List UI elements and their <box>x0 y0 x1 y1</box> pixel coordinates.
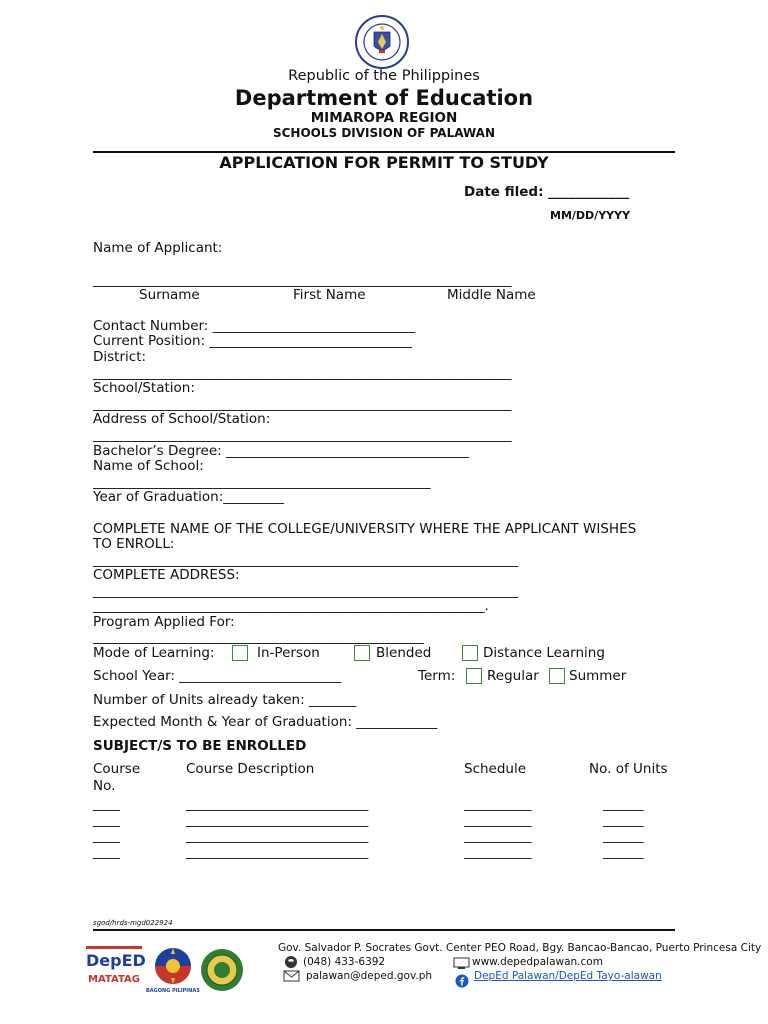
current-position-field[interactable]: Current Position: ______________________________ <box>93 333 412 349</box>
in-person-label: In-Person <box>257 645 320 661</box>
course-description-input[interactable]: ___________________________ <box>186 844 369 860</box>
col-course-header: Course <box>93 761 141 777</box>
expected-graduation-field[interactable]: Expected Month & Year of Graduation: ____________ <box>93 714 438 730</box>
schedule-input[interactable]: __________ <box>464 812 532 828</box>
school-year-field[interactable]: School Year: ________________________ <box>93 668 342 684</box>
college-question-line2: TO ENROLL: <box>93 536 175 552</box>
course-no-input[interactable]: ____ <box>93 796 120 812</box>
date-filed-field[interactable]: Date filed: ____________ <box>464 184 630 200</box>
year-graduation-field[interactable]: Year of Graduation:_________ <box>93 489 285 505</box>
address-station-label: Address of School/Station: <box>93 411 271 427</box>
college-question-line1: COMPLETE NAME OF THE COLLEGE/UNIVERSITY WHERE THE APPLICANT WISHES <box>93 521 637 537</box>
regular-term-checkbox[interactable] <box>466 668 482 684</box>
first-name-caption: First Name <box>293 287 366 303</box>
deped-logo-text: DepED <box>86 951 146 970</box>
schedule-input[interactable]: __________ <box>464 796 532 812</box>
units-input[interactable]: ______ <box>603 812 644 828</box>
form-title: APPLICATION FOR PERMIT TO STUDY <box>219 153 549 172</box>
program-label: Program Applied For: <box>93 614 235 630</box>
program-input-line[interactable]: _________________________________________________ <box>93 629 424 645</box>
footer-website[interactable]: www.depedpalawan.com <box>472 956 603 968</box>
mode-of-learning-label: Mode of Learning: <box>93 645 215 661</box>
col-course-no-header: No. <box>93 778 116 794</box>
school-station-label: School/Station: <box>93 380 195 396</box>
middle-name-caption: Middle Name <box>447 287 536 303</box>
footer-address: Gov. Salvador P. Socrates Govt. Center PEO Road, Bgy. Bancao-Bancao, Puerto Princesa City <box>278 942 762 954</box>
district-label: District: <box>93 349 147 365</box>
units-input[interactable]: ______ <box>603 828 644 844</box>
name-label: Name of Applicant: <box>93 240 223 256</box>
facebook-icon <box>455 974 469 988</box>
email-icon <box>283 969 300 982</box>
schedule-input[interactable]: __________ <box>464 844 532 860</box>
course-no-input[interactable]: ____ <box>93 812 120 828</box>
course-no-input[interactable]: ____ <box>93 828 120 844</box>
course-no-input[interactable]: ____ <box>93 844 120 860</box>
school-station-input-line[interactable]: ______________________________________________________________ <box>93 396 512 412</box>
distance-learning-label: Distance Learning <box>483 645 605 661</box>
matatag-logo-text: MATATAG <box>88 974 140 985</box>
schedule-input[interactable]: __________ <box>464 828 532 844</box>
col-description-header: Course Description <box>186 761 315 777</box>
website-icon <box>453 957 470 970</box>
footer-email[interactable]: palawan@deped.gov.ph <box>306 970 433 982</box>
name-of-school-input-line[interactable]: __________________________________________________ <box>93 474 431 490</box>
subjects-heading: SUBJECT/S TO BE ENROLLED <box>93 738 307 754</box>
footer-phone: (048) 433-6392 <box>303 956 386 968</box>
in-person-checkbox[interactable] <box>232 645 248 661</box>
phone-icon <box>283 955 299 969</box>
district-input-line[interactable]: ______________________________________________________________ <box>93 365 512 381</box>
college-input-line[interactable]: _______________________________________________________________ <box>93 552 519 568</box>
summer-term-checkbox[interactable] <box>549 668 565 684</box>
division-seal-logo <box>200 948 244 992</box>
bachelor-degree-field[interactable]: Bachelor’s Degree: ____________________________________ <box>93 443 469 459</box>
division-text: SCHOOLS DIVISION OF PALAWAN <box>272 126 496 140</box>
col-units-header: No. of Units <box>589 761 668 777</box>
footer-divider <box>93 929 675 931</box>
deped-seal-logo <box>352 14 412 70</box>
term-label: Term: <box>418 668 456 684</box>
footer-facebook-link[interactable]: DepEd Palawan/DepEd Tayo-alawan <box>474 970 662 982</box>
region-text: MIMAROPA REGION <box>310 110 458 126</box>
bagong-pilipinas-logo <box>148 946 198 990</box>
course-description-input[interactable]: ___________________________ <box>186 796 369 812</box>
course-description-input[interactable]: ___________________________ <box>186 828 369 844</box>
deped-matatag-logo <box>86 946 146 994</box>
complete-address-line1[interactable]: _______________________________________________________________ <box>93 583 519 599</box>
complete-address-label: COMPLETE ADDRESS: <box>93 567 240 583</box>
contact-number-field[interactable]: Contact Number: ______________________________ <box>93 318 416 334</box>
distance-learning-checkbox[interactable] <box>462 645 478 661</box>
course-description-input[interactable]: ___________________________ <box>186 812 369 828</box>
units-taken-field[interactable]: Number of Units already taken: _______ <box>93 692 357 708</box>
name-input-line[interactable]: ______________________________________________________________ <box>93 272 512 288</box>
department-title: Department of Education <box>234 86 534 110</box>
regular-term-label: Regular <box>487 668 539 684</box>
logo-stripe <box>86 946 142 949</box>
address-station-input-line[interactable]: ______________________________________________________________ <box>93 427 512 443</box>
republic-text: Republic of the Philippines <box>288 68 480 84</box>
bagong-pilipinas-text: BAGONG PILIPINAS <box>146 988 200 994</box>
col-schedule-header: Schedule <box>464 761 527 777</box>
form-code: sgod/hrds-mgd022924 <box>93 919 173 927</box>
date-format-hint: MM/DD/YYYY <box>550 209 631 222</box>
name-of-school-label: Name of School: <box>93 458 204 474</box>
complete-address-line2[interactable]: __________________________________________________________. <box>93 598 489 614</box>
blended-label: Blended <box>376 645 432 661</box>
blended-checkbox[interactable] <box>354 645 370 661</box>
summer-term-label: Summer <box>569 668 627 684</box>
units-input[interactable]: ______ <box>603 796 644 812</box>
units-input[interactable]: ______ <box>603 844 644 860</box>
surname-caption: Surname <box>139 287 200 303</box>
